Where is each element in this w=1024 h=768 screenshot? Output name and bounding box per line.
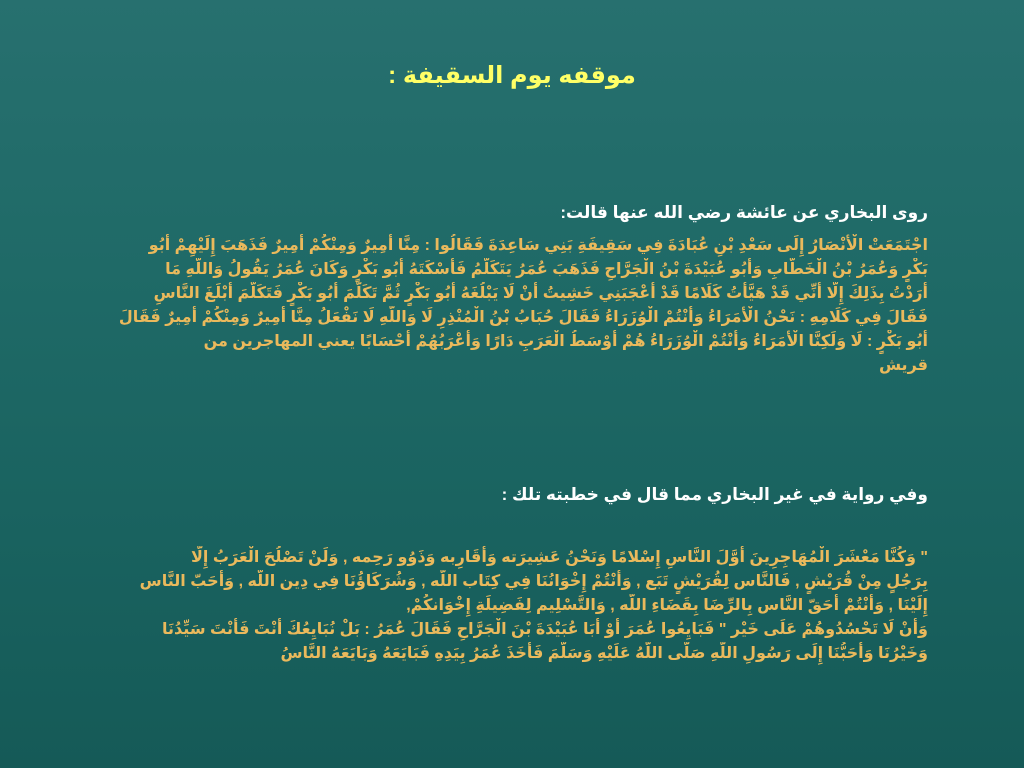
hadith-line: أَبُو بَكْرٍ : لَا وَلَكِنَّا الْأُمَرَاءُ وَأَنْتُمْ الْوُزَرَاءُ هُمْ أَوْسَطُ الْعَرَبِ دَارًا وَأَعْرَبُهُمْ أَحْسَابًا يعني المهاجرين من [203,333,928,350]
hadith-line: اجْتَمَعَتْ الْأَنْصَارُ إِلَى سَعْدِ بْنِ عُبَادَةَ فِي سَقِيفَةِ بَنِي سَاعِدَةَ فَقَالُوا : مِنَّا أَمِيرٌ وَمِنْكُمْ أَمِيرٌ فَذَهَبَ إِلَيْهِمْ أَبُو [148,237,928,254]
slide-title: موقفه يوم السقيفة : [388,62,636,89]
hadith-line: بَكْرٍ وَعُمَرُ بْنُ الْخَطَّابِ وَأَبُو عُبَيْدَةَ بْنُ الْجَرَّاحِ فَذَهَبَ عُمَرُ يَتَكَلَّمُ فَأَسْكَتَهُ أَبُو بَكْرٍ وَكَانَ عُمَرُ يَقُولُ وَاللَّهِ مَا [165,261,928,278]
speech-line: " وَكُنَّا مَعْشَرَ الْمُهَاجِرِينَ أَوَّلَ النَّاسِ إِسْلامًا وَنَحْنُ عَشِيرَته وَأَقَارِبه وَذَوُو رَحِمه , وَلَنْ تَصْلُحَ الْعَرَبُ إِلَّا [191,549,928,566]
hadith-line: أَرَدْتُ بِذَلِكَ إِلَّا أَنِّي قَدْ هَيَّأْتُ كَلَامًا قَدْ أَعْجَبَنِي خَشِيتُ أَنْ لَا يَبْلُغَهُ أَبُو بَكْرٍ ثُمَّ تَكَلَّمَ أَبُو بَكْرٍ فَتَكَلَّمَ أَبْلَغَ النَّاسِ [153,285,928,302]
speech-line: وَأَنْ لَا تَحْسُدُوهُمْ عَلَى خَيْر " فَبَايِعُوا عُمَرَ أَوْ أَبَا عُبَيْدَةَ بْنَ الْجَرَّاحِ فَقَالَ عُمَرُ : بَلْ نُبَايِعُكَ أَنْتَ فَأَنْتَ سَيِّدُنَا [162,621,928,638]
hadith-paragraph [64,234,928,378]
speech-paragraph [64,546,928,666]
hadith-line: قريش [878,357,928,374]
speech-line: بِرَجُلٍ مِنْ قُرَيْشٍ , فَالنَّاس لِقُرَيْشٍ تَبَع , وَأَنْتُمْ إِخْوَانُنَا فِي كِتَاب اللَّه , وَشُرَكَاؤُنَا فِي دِين اللَّه , وَأَحَبّ النَّاس [139,573,928,590]
speech-line: وَخَيْرُنَا وَأَحَبُّنَا إِلَى رَسُولِ اللَّهِ صَلَّى اللَّهُ عَلَيْهِ وَسَلَّمَ فَأَخَذَ عُمَرُ بِيَدِهِ فَبَايَعَهُ وَبَايَعَهُ النَّاسُ [280,645,928,662]
second-intro-text: وفي رواية في غير البخاري مما قال في خطبته تلك : [501,485,928,504]
intro-text: روى البخاري عن عائشة رضي الله عنها قالت: [560,203,928,222]
speech-line: إِلَيْنَا , وَأَنْتُمْ أَحَقّ النَّاس بِالرِّضَا بِقَضَاءِ اللَّه , وَالتَّسْلِيم لِفَضِيلَةِ إِخْوَانكُمْ, [406,597,928,614]
hadith-line: فَقَالَ فِي كَلَامِهِ : نَحْنُ الْأُمَرَاءُ وَأَنْتُمْ الْوُزَرَاءُ فَقَالَ حُبَابُ بْنُ الْمُنْذِرِ لَا وَاللَّهِ لَا نَفْعَلُ مِنَّا أَمِيرٌ وَمِنْكُمْ أَمِيرٌ فَقَالَ [118,309,928,326]
